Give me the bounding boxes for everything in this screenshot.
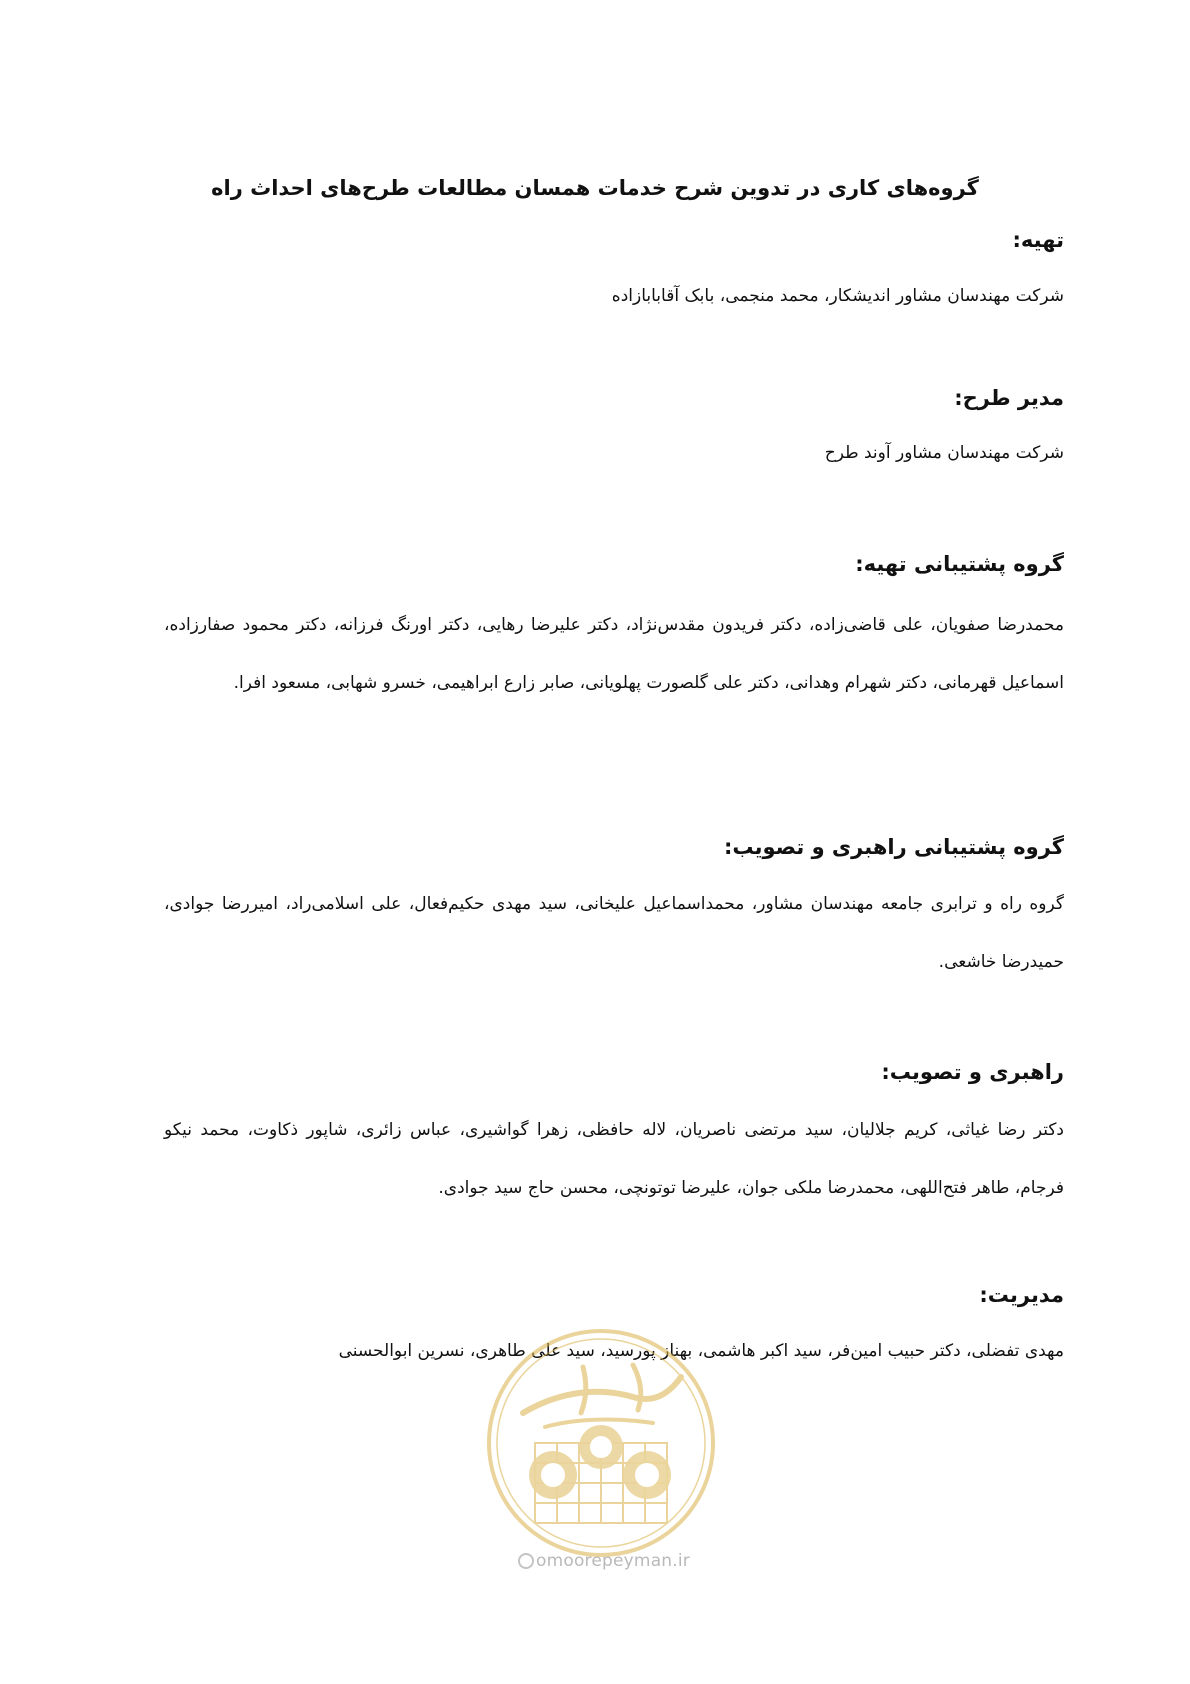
document-title: گروه‌های کاری در تدوین شرح خدمات همسان مطالعات طرح‌های احداث راه — [211, 176, 979, 200]
section-heading-project-manager: مدیر طرح: — [954, 386, 1064, 410]
section-body-prepared-by: شرکت مهندسان مشاور اندیشکار، محمد منجمی، بابک آقابابازاده — [611, 286, 1064, 306]
section-body-management: مهدی تفضلی، دکتر حبیب امین‌فر، سید اکبر هاشمی، بهناز پورسید، سید علی طاهری، نسرین ابوالحسنی — [338, 1341, 1064, 1361]
section-heading-preparation-support: گروه پشتیبانی تهیه: — [855, 552, 1064, 576]
section-body-preparation-support: محمدرضا صفویان، علی قاضی‌زاده، دکتر فریدون مقدس‌نژاد، دکتر علیرضا رهایی، دکتر اورنگ فرزانه، دکتر محمود صفارزاده، اسماعیل قهرمانی، دکتر شهرام وهدانی، دکتر علی گلصورت پهلویانی، صابر زارع ابراهیمی، خسرو شهابی، مسعود افرا. — [164, 615, 1064, 693]
section-heading-prepared-by: تهیه: — [1012, 228, 1064, 252]
section-heading-management: مدیریت: — [979, 1283, 1064, 1307]
watermark-domain-text: omoorepeyman.ir — [535, 1551, 691, 1571]
section-heading-guidance-approval: راهبری و تصویب: — [881, 1060, 1064, 1084]
section-body-guidance-support: گروه راه و ترابری جامعه مهندسان مشاور، محمداسماعیل علیخانی، سید مهدی حکیم‌فعال، علی اسلامی‌راد، امیررضا جوادی، حمیدرضا خاشعی. — [164, 894, 1064, 972]
watermark-domain — [494, 1551, 714, 1571]
section-heading-guidance-support: گروه پشتیبانی راهبری و تصویب: — [724, 835, 1064, 859]
at-sign-icon — [518, 1553, 534, 1569]
section-body-project-manager: شرکت مهندسان مشاور آوند طرح — [824, 443, 1064, 463]
section-body-guidance-approval: دکتر رضا غیاثی، کریم جلالیان، سید مرتضی ناصریان، لاله حافظی، زهرا گواشیری، عباس زائری، شاپور ذکاوت، محمد نیکو فرجام، طاهر فتح‌اللهی، محمدرضا ملکی جوان، علیرضا توتونچی، محسن حاج سید جوادی. — [164, 1120, 1064, 1198]
